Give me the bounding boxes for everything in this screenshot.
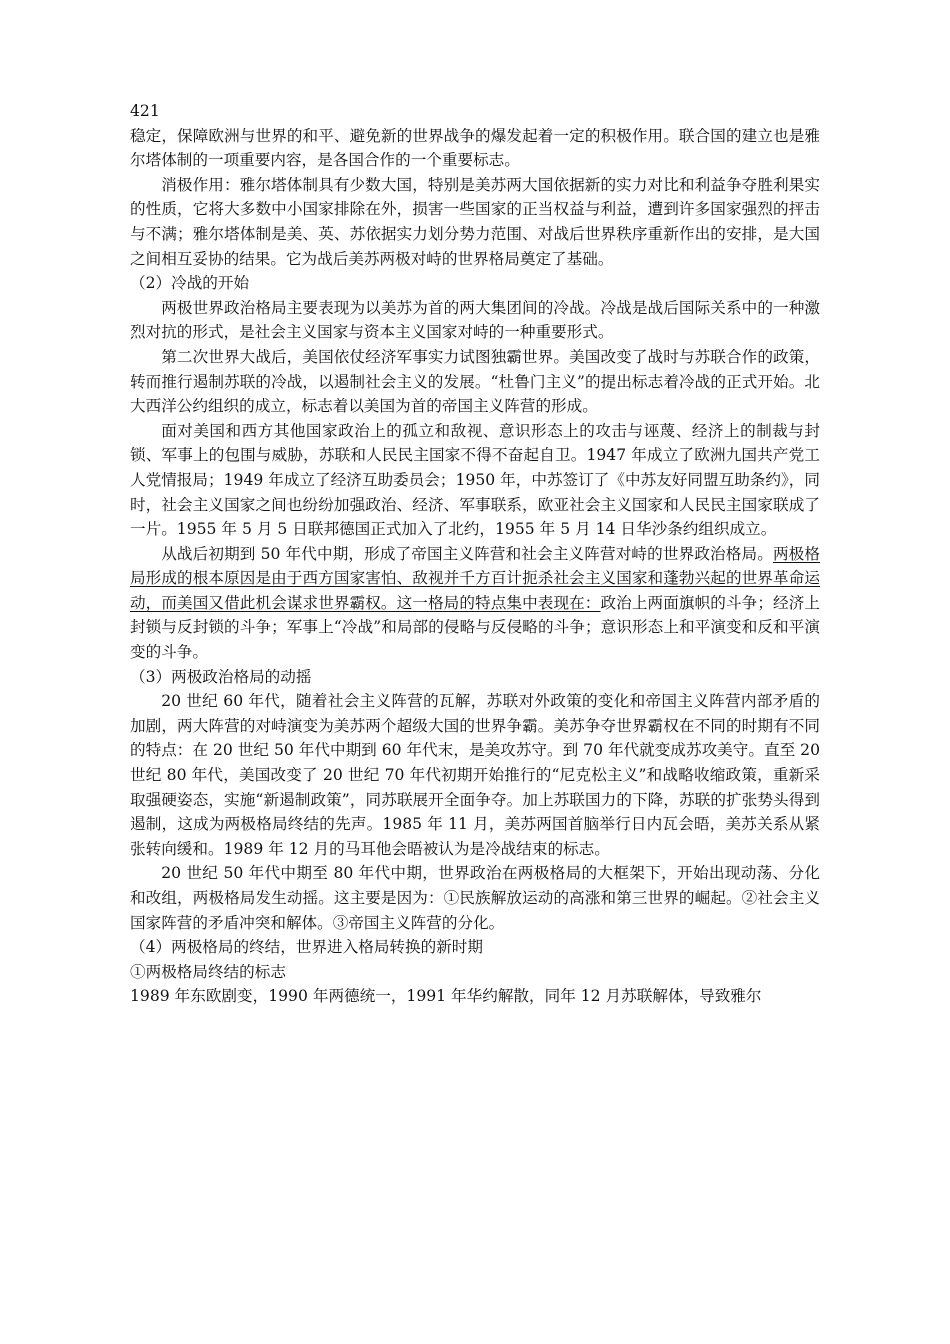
underlined-bipolar-cause: 两极格局形成的根本原因是由于西方国家害怕、敌视并千方百计扼杀社会主义国家和蓬勃兴起的世界革命运动，而美国又借此机会谋求世界霸权。这一格局的特点集中表现在：: [130, 544, 820, 612]
paragraph-us-containment: 第二次世界大战后，美国依仗经济军事实力试图独霸世界。美国改变了战时与苏联合作的政策，转而推行遏制苏联的冷战，以遏制社会主义的发展。“杜鲁门主义”的提出标志着冷战的正式开始。北大西洋公约组织的成立，标志着以美国为首的帝国主义阵营的形成。: [130, 347, 820, 416]
paragraph-bipolar-features: 政治上两面旗帜的斗争；经济上封锁与反封锁的斗争；军事上“冷战”和局部的侵略与反侵略的斗争；意识形态上和平演变和反和平演变的斗争。: [130, 593, 820, 662]
document-body: [130, 99, 820, 1009]
paragraph-superpower-rivalry: 20 世纪 60 年代，随着社会主义阵营的瓦解，苏联对外政策的变化和帝国主义阵营内部矛盾的加剧，两大阵营的对峙演变为美苏两个超级大国的世界争霸。美苏争夺世界霸权在不同的时期有不同的特点：在 20 世纪 50 年代中期到 60 年代末，是美攻苏守。到 70 年代就变成苏攻美守。直至 20 世纪 80 年代，美国改变了 20 世纪 70 年代初期开始推行的“尼克松主义”和战略收缩政策，重新采取强硬姿态，实施“新遏制政策”，同苏联展开全面争夺。加上苏联国力的下降，苏联的扩张势头得到遏制，这成为两极格局终结的先声。1985 年 11 月，美苏两国首脑举行日内瓦会晤，美苏关系从紧张转向缓和。1989 年 12 月的马耳他会晤被认为是冷战结束的标志。: [130, 692, 820, 858]
heading-bipolar-shaken: （3）两极政治格局的动摇: [130, 667, 312, 686]
paragraph-bipolar-end-events: 1989 年东欧剧变，1990 年两德统一，1991 年华约解散，同年 12 月苏联解体，导致雅尔: [130, 987, 762, 1006]
paragraph-bipolar-formation: [130, 542, 820, 665]
paragraph-yalta-positive-continued: 稳定，保障欧洲与世界的和平、避免新的世界战争的爆发起着一定的积极作用。联合国的建立也是雅尔塔体制的一项重要内容，是各国合作的一个重要标志。: [130, 126, 820, 170]
paragraph-yalta-negative: 消极作用：雅尔塔体制具有少数大国，特别是美苏两大国依据新的实力对比和利益争夺胜利果实的性质，它将大多数中小国家排除在外，损害一些国家的正当权益与利益，遭到许多国家强烈的抨击与不满；雅尔塔体制是美、英、苏依据实力划分势力范围、对战后世界秩序重新作出的安排，是大国之间相互妥协的结果。它为战后美苏两极对峙的世界格局奠定了基础。: [130, 175, 820, 268]
heading-cold-war-start: （2）冷战的开始: [130, 274, 250, 293]
paragraph-bipolar-shaken-reasons: 20 世纪 50 年代中期至 80 年代中期，世界政治在两极格局的大框架下，开始出现动荡、分化和改组，两极格局发生动摇。这主要是因为：①民族解放运动的高涨和第三世界的崛起。②社会主义国家阵营的矛盾冲突和解体。③帝国主义阵营的分化。: [130, 864, 820, 932]
heading-bipolar-end: （4）两极格局的终结，世界进入格局转换的新时期: [130, 938, 483, 957]
page-number: 421: [130, 102, 160, 120]
paragraph-bipolar-formation-intro: 从战后初期到 50 年代中期，形成了帝国主义阵营和社会主义阵营对峙的世界政治格局。: [161, 544, 773, 563]
paragraph-soviet-response: 面对美国和西方其他国家政治上的孤立和敌视、意识形态上的攻击与诬蔑、经济上的制裁与封锁、军事上的包围与威胁，苏联和人民民主国家不得不奋起自卫。1947 年成立了欧洲九国共产党工人党情报局；1949 年成立了经济互助委员会；1950 年，中苏签订了《中苏友好同盟互助条约》，同时，社会主义国家之间也纷纷加强政治、经济、军事联系，欧亚社会主义国家和人民民主国家联成了一片。1955 年 5 月 5 日联邦德国正式加入了北约，1955 年 5 月 14 日华沙条约组织成立。: [130, 421, 820, 539]
paragraph-bipolar-cold-war: 两极世界政治格局主要表现为以美苏为首的两大集团间的冷战。冷战是战后国际关系中的一种激烈对抗的形式，是社会主义国家与资本主义国家对峙的一种重要形式。: [130, 298, 820, 342]
heading-bipolar-end-marker: ①两极格局终结的标志: [130, 962, 286, 981]
